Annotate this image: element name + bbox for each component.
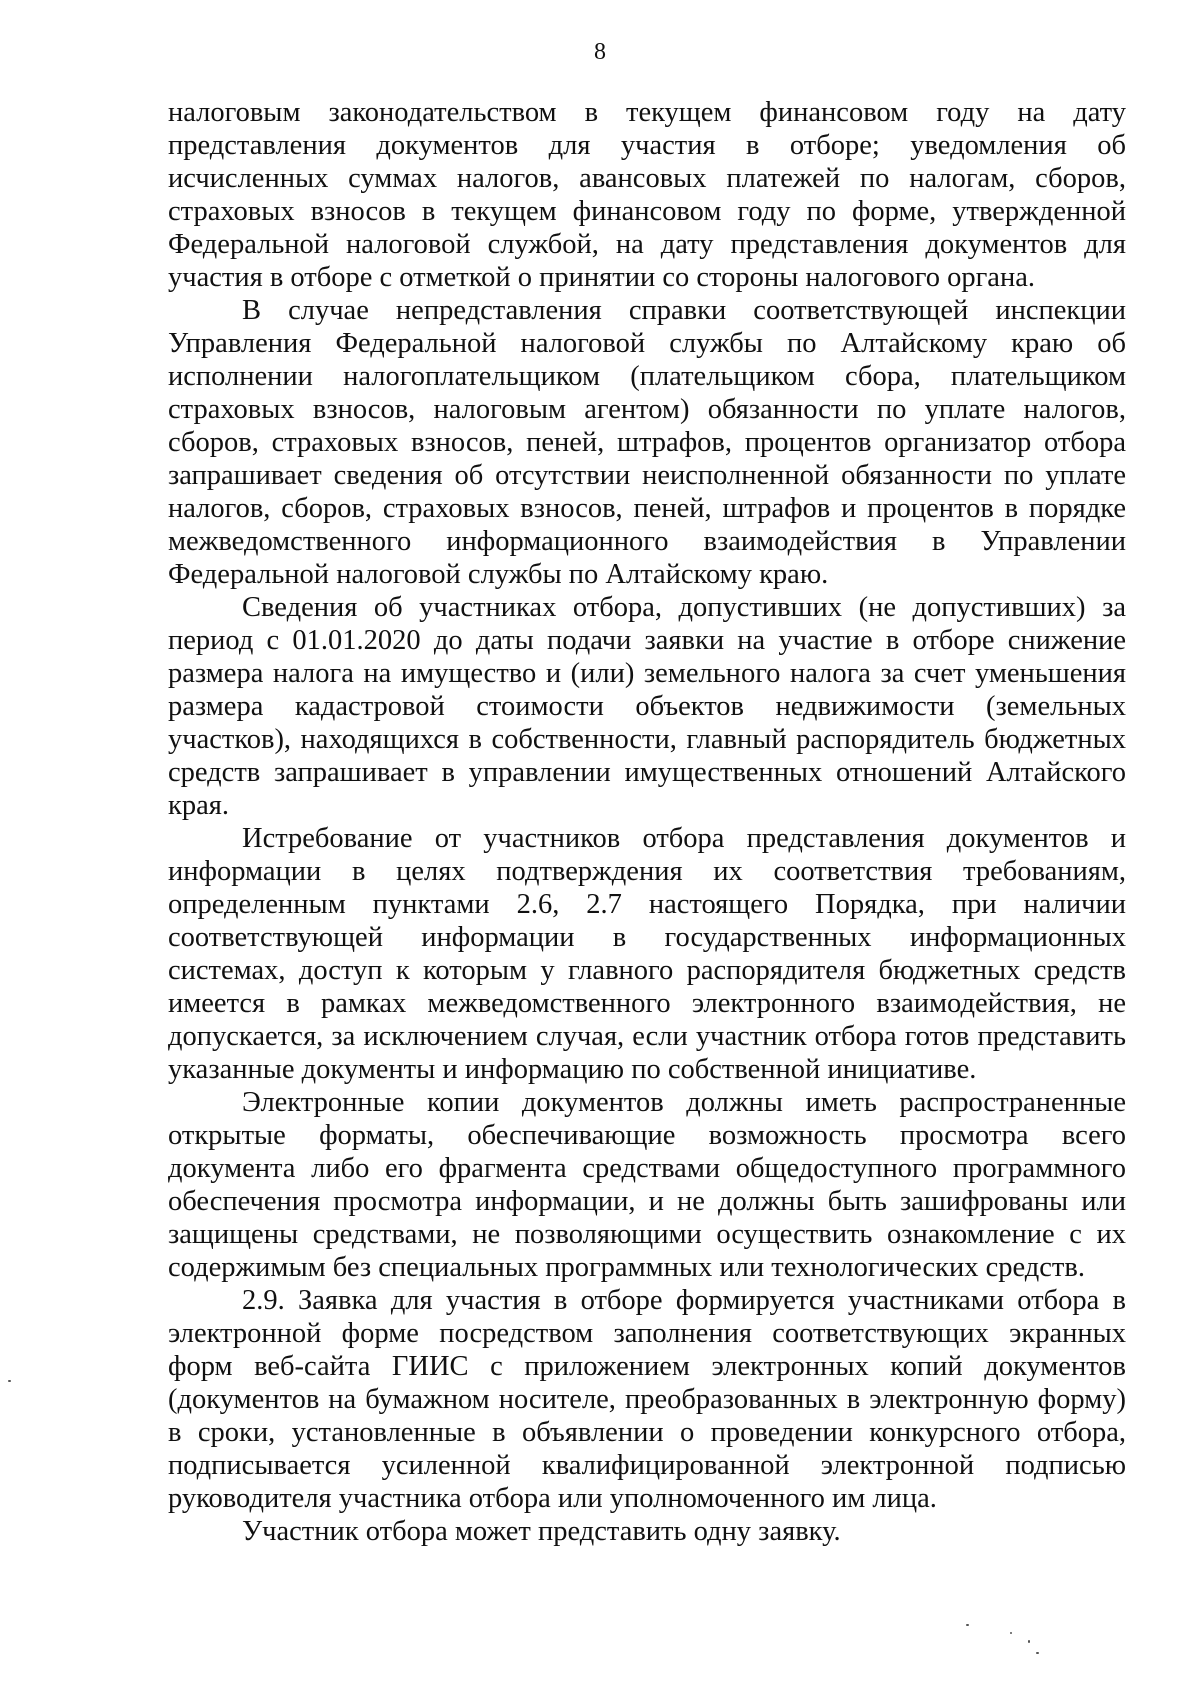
paragraph-2-9-application: 2.9. Заявка для участия в отборе формируется участниками отбора в электронной форме посредством заполнения соответствующих экранных форм веб-сайта ГИИС с приложением электронных копий документов (документов на бумажном носителе, преобразованных в электронную форму) в сроки, установленные в объявлении о проведении конкурсного отбора, подписывается усиленной квалифицированной электронной подписью руководителя участника отбора или уполномоченного им лица. — [168, 1285, 1126, 1514]
paragraph-tax-certificate: В случае непредставления справки соответствующей инспекции Управления Федеральной налоговой службы по Алтайскому краю об исполнении налогоплательщиком (плательщиком сбора, плательщиком страховых взносов, налоговым агентом) обязанности по уплате налогов, сборов, страховых взносов, пеней, штрафов, процентов организатор отбора запрашивает сведения об отсутствии неисполненной обязанности по уплате налогов, сборов, страховых взносов, пеней, штрафов и процентов в порядке межведомственного информационного взаимодействия в Управлении Федеральной налоговой службы по Алтайскому краю. — [168, 295, 1126, 590]
scan-artifact — [966, 1624, 969, 1626]
paragraph-single-application: Участник отбора может представить одну заявку. — [242, 1516, 841, 1547]
scan-artifact — [1036, 1652, 1039, 1654]
scan-artifact — [1028, 1640, 1030, 1643]
paragraph-electronic-copies: Электронные копии документов должны иметь распространенные открытые форматы, обеспечивающие возможность просмотра всего документа либо его фрагмента средствами общедоступного программного обеспечения просмотра информации, и не должны быть зашифрованы или защищены средствами, не позволяющими осуществить ознакомление с их содержимым без специальных программных или технологических средств. — [168, 1087, 1126, 1283]
document-body — [168, 96, 1126, 1548]
page-number: 8 — [594, 39, 606, 65]
paragraph-continuation: налоговым законодательством в текущем финансовом году на дату представления документов для участия в отборе; уведомления об исчисленных суммах налогов, авансовых платежей по налогам, сборов, страховых взносов в текущем финансовом году по форме, утвержденной Федеральной налоговой службой, на дату представления документов для участия в отборе с отметкой о принятии со стороны налогового органа. — [168, 97, 1126, 293]
scan-artifact — [1010, 1632, 1012, 1634]
scan-artifact — [8, 1380, 11, 1382]
paragraph-document-requests: Истребование от участников отбора представления документов и информации в целях подтверждения их соответствия требованиям, определенным пунктами 2.6, 2.7 настоящего Порядка, при наличии соответствующей информации в государственных информационных системах, доступ к которым у главного распорядителя бюджетных средств имеется в рамках межведомственного электронного взаимодействия, не допускается, за исключением случая, если участник отбора готов представить указанные документы и информацию по собственной инициативе. — [168, 823, 1126, 1085]
paragraph-participant-info: Сведения об участниках отбора, допустивших (не допустивших) за период с 01.01.2020 до даты подачи заявки на участие в отборе снижение размера налога на имущество и (или) земельного налога за счет уменьшения размера кадастровой стоимости объектов недвижимости (земельных участков), находящихся в собственности, главный распорядитель бюджетных средств запрашивает в управлении имущественных отношений Алтайского края. — [168, 592, 1126, 821]
